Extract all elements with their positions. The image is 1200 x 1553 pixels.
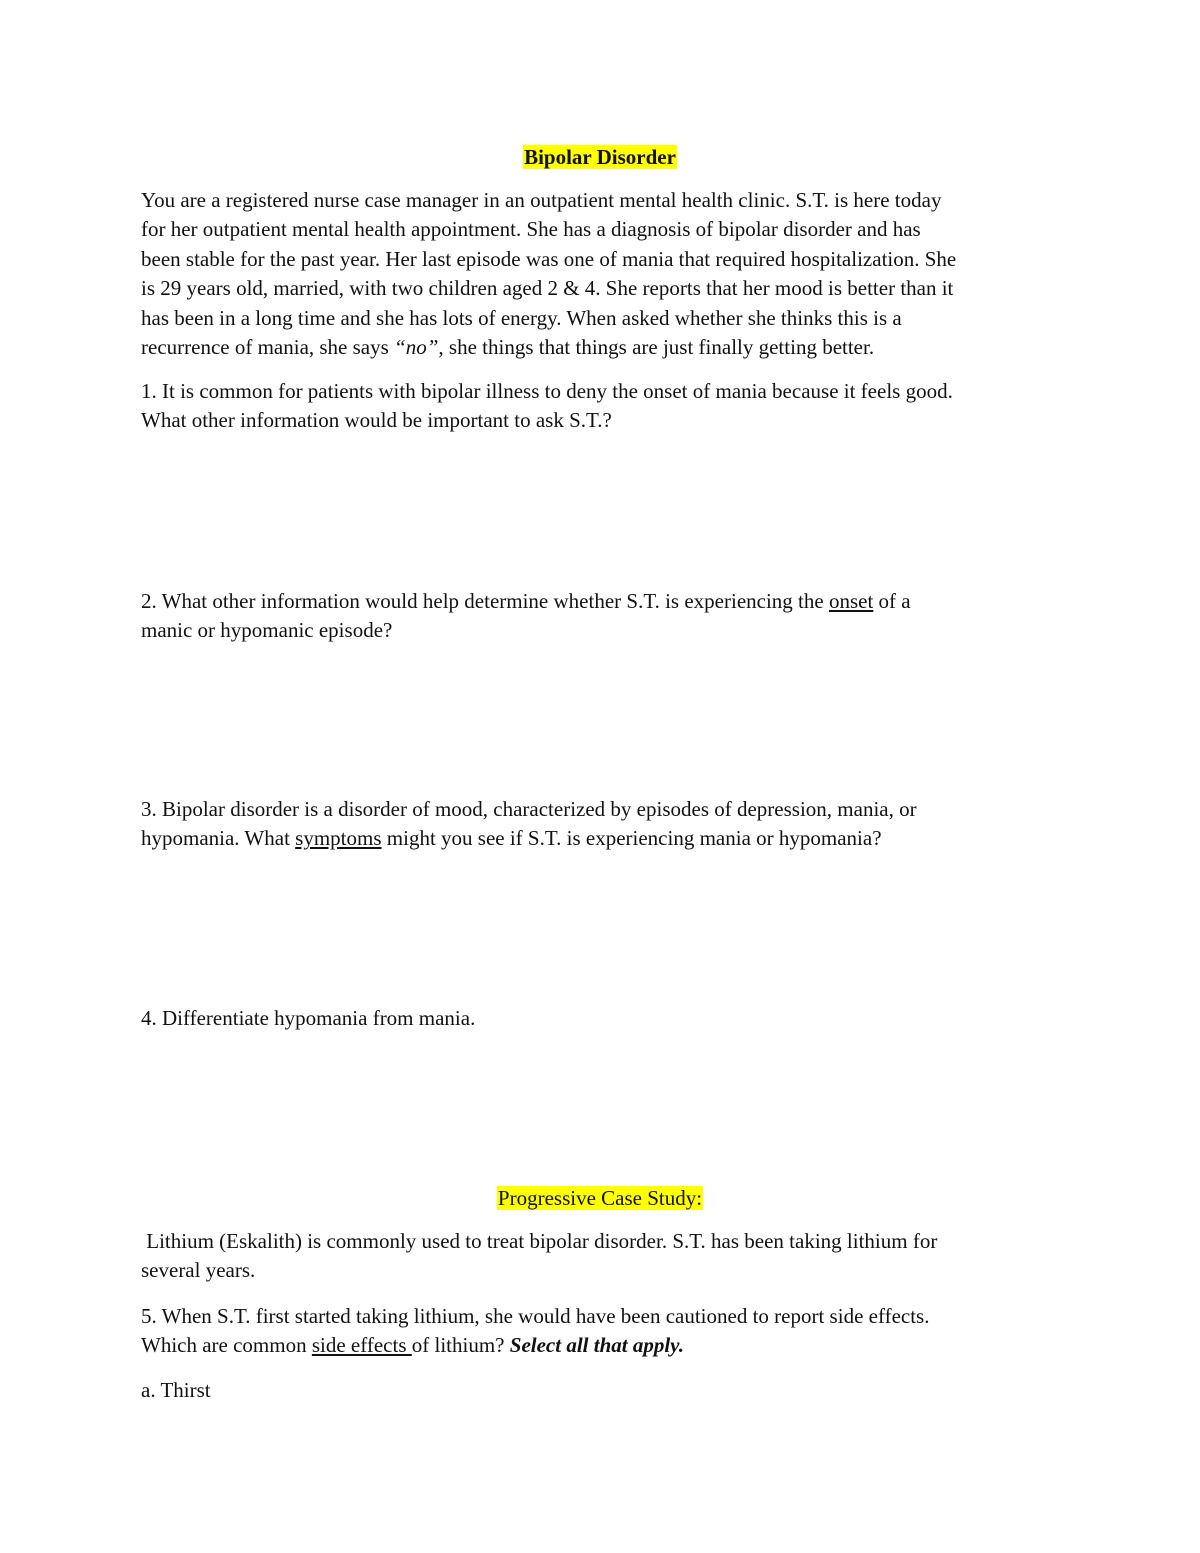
- question-5: [141, 1302, 1071, 1361]
- question-3-before: hypomania. What: [141, 826, 296, 851]
- question-2-after: of a: [873, 589, 911, 613]
- question-3: [141, 795, 1071, 854]
- answer-option-a: [141, 1376, 1071, 1405]
- intro-line: has been in a long time and she has lots of energy. When asked whether she thinks this is a: [141, 305, 902, 330]
- question-2-underlined: onset: [828, 589, 874, 613]
- answer-option-a-text: a. Thirst: [141, 1378, 211, 1402]
- question-4: [141, 1004, 1071, 1033]
- intro-line-last: [141, 333, 1071, 362]
- progressive-heading: [0, 1183, 1200, 1213]
- question-3-line: [141, 824, 1071, 853]
- document-title: [0, 142, 1200, 172]
- question-3-underlined: symptoms: [295, 826, 382, 851]
- question-3-after: might you see if S.T. is experiencing mania or hypomania?: [381, 826, 882, 851]
- question-5-after: of lithium?: [411, 1333, 510, 1358]
- progressive-heading-highlight: Progressive Case Study:: [497, 1186, 703, 1210]
- question-1-line: 1. It is common for patients with bipolar illness to deny the onset of mania because it feels good.: [141, 379, 953, 403]
- question-5-emphasis: Select all that apply.: [509, 1333, 684, 1358]
- question-5-before: Which are common: [141, 1333, 312, 1358]
- intro-paragraph: [141, 186, 1071, 362]
- question-2-line: [141, 587, 1071, 616]
- question-2: [141, 587, 1071, 646]
- question-5-line: 5. When S.T. first started taking lithium, she would have been cautioned to report side effects.: [141, 1304, 930, 1328]
- intro-quote: “no”: [394, 335, 439, 360]
- intro-line: been stable for the past year. Her last episode was one of mania that required hospitalization. She: [141, 246, 957, 271]
- question-1-line: What other information would be important to ask S.T.?: [141, 408, 612, 433]
- intro-line: is 29 years old, married, with two children aged 2 & 4. She reports that her mood is better than it: [141, 276, 954, 301]
- title-highlight: Bipolar Disorder: [524, 145, 676, 169]
- question-5-line: [141, 1331, 1071, 1360]
- progressive-line: Lithium (Eskalith) is commonly used to treat bipolar disorder. S.T. has been taking lithium for: [141, 1229, 938, 1253]
- question-2-before: 2. What other information would help determine whether S.T. is experiencing the: [141, 589, 829, 613]
- question-1: [141, 377, 1071, 436]
- question-5-underlined: side effects: [311, 1333, 412, 1358]
- question-3-line: 3. Bipolar disorder is a disorder of mood, characterized by episodes of depression, mania, or: [141, 797, 917, 821]
- question-4-line: 4. Differentiate hypomania from mania.: [141, 1006, 476, 1030]
- progressive-paragraph: [141, 1227, 1071, 1286]
- progressive-line: several years.: [141, 1258, 256, 1283]
- intro-line: You are a registered nurse case manager in an outpatient mental health clinic. S.T. is here today: [141, 188, 942, 212]
- question-2-line: manic or hypomanic episode?: [141, 618, 393, 643]
- intro-last-after: , she things that things are just finally getting better.: [438, 335, 875, 360]
- intro-line: for her outpatient mental health appointment. She has a diagnosis of bipolar disorder and has: [141, 217, 921, 242]
- intro-last-before: recurrence of mania, she says: [141, 335, 395, 360]
